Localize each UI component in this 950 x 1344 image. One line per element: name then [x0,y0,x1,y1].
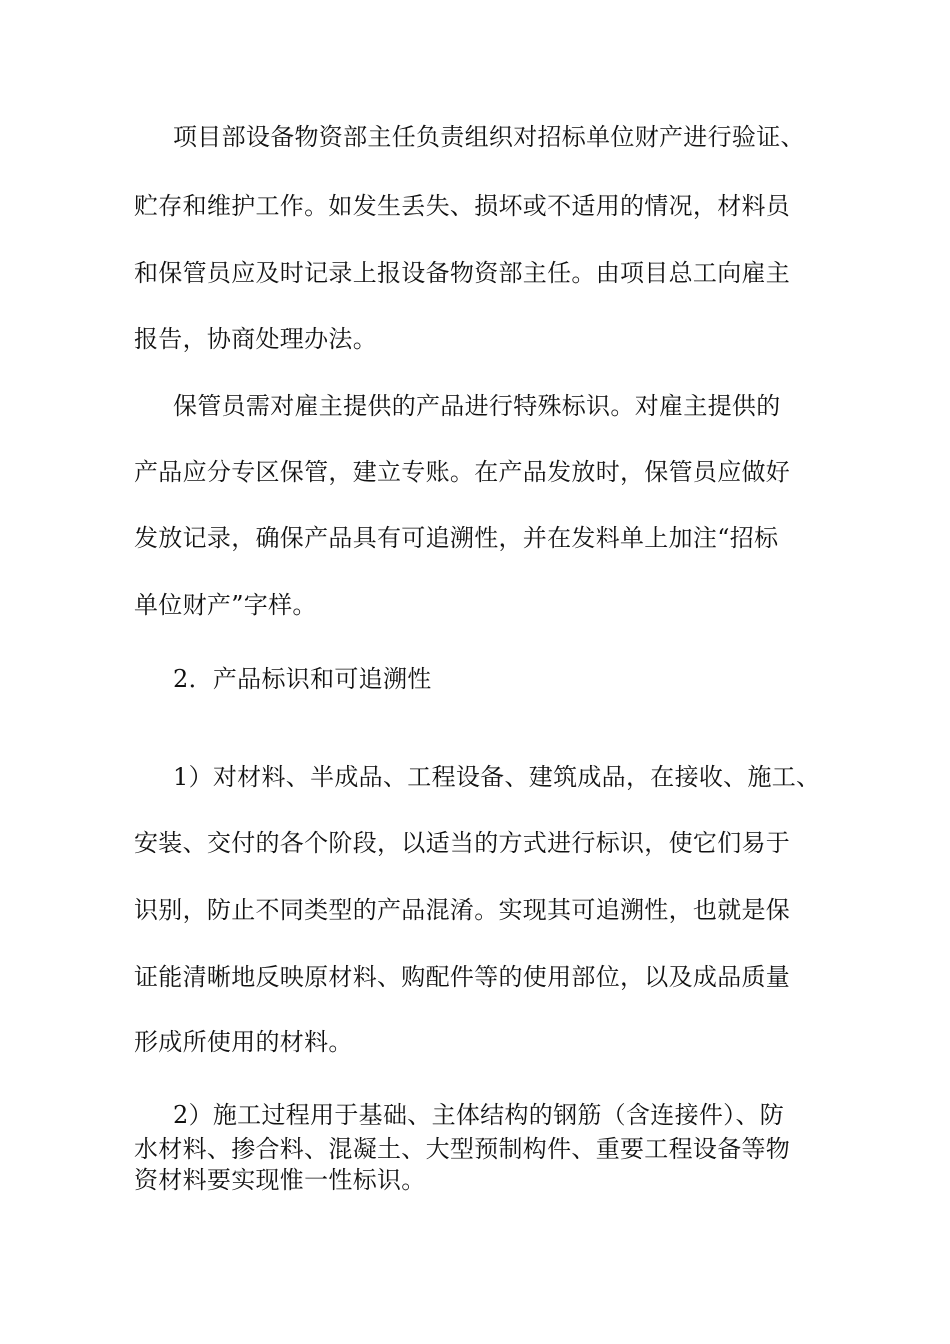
text-line: 水材料、掺合料、混凝土、大型预制构件、重要工程设备等物 [134,1135,791,1163]
text-line: 单位财产”字样。 [134,591,317,619]
text-line: 产品应分专区保管，建立专账。在产品发放时，保管员应做好 [134,458,791,486]
text-line: 形成所使用的材料。 [134,1028,353,1056]
text-line: 项目部设备物资部主任负责组织对招标单位财产进行验证、 [173,123,805,151]
text-line: 贮存和维护工作。如发生丢失、损坏或不适用的情况，材料员 [134,192,791,220]
text-line: 保管员需对雇主提供的产品进行特殊标识。对雇主提供的 [173,392,781,420]
heading-product-identification: 2．产品标识和可追溯性 [173,665,432,693]
text-line: 识别，防止不同类型的产品混淆。实现其可追溯性，也就是保 [134,896,791,924]
text-line: 和保管员应及时记录上报设备物资部主任。由项目总工向雇主 [134,259,791,287]
text-line: 安装、交付的各个阶段，以适当的方式进行标识，使它们易于 [134,829,791,857]
text-line: 证能清晰地反映原材料、购配件等的使用部位，以及成品质量 [134,963,791,991]
text-line: 2）施工过程用于基础、主体结构的钢筋（含连接件）、防 [173,1101,785,1129]
text-line: 发放记录，确保产品具有可追溯性，并在发料单上加注“招标 [134,524,779,552]
text-line: 1）对材料、半成品、工程设备、建筑成品，在接收、施工、 [173,763,821,791]
text-line: 报告，协商处理办法。 [134,325,377,353]
text-line: 资材料要实现惟一性标识。 [134,1166,426,1194]
